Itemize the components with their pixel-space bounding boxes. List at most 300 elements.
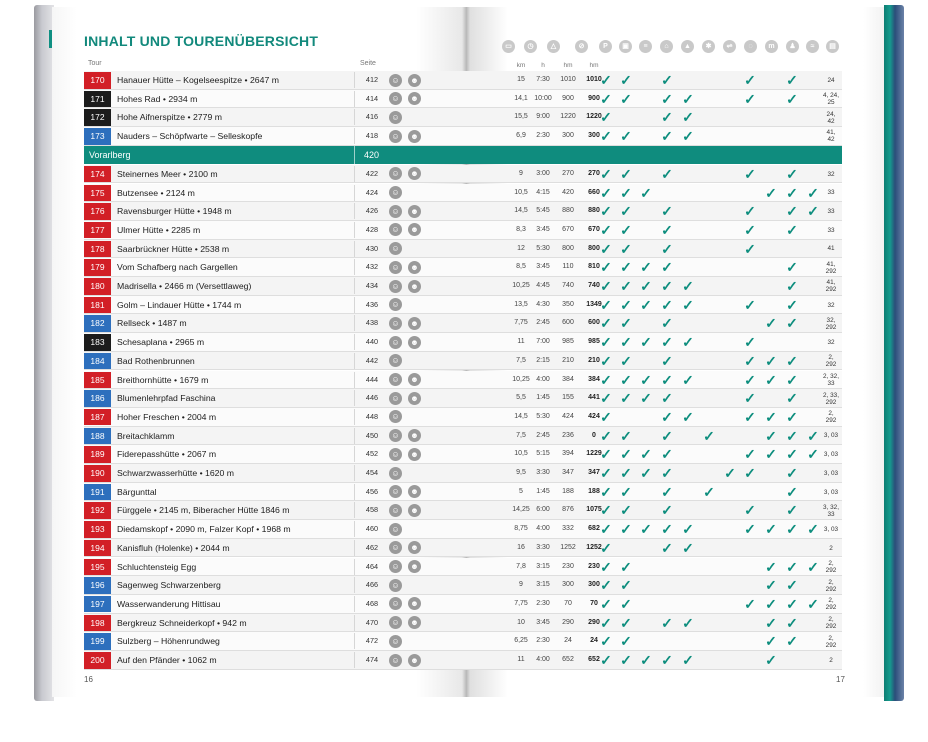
value-hm2: 1075 — [586, 506, 602, 514]
difficulty-icon: ☺ — [389, 448, 402, 461]
value-km: 9 — [519, 169, 523, 177]
value-km: 14,25 — [512, 506, 530, 514]
row-body — [84, 632, 842, 651]
checkmark-icon: ✓ — [640, 390, 652, 407]
checkmark-icon: ✓ — [786, 221, 798, 238]
value-hm1: 332 — [562, 525, 574, 533]
page-reference: 434 — [365, 281, 379, 290]
checkmark-icon: ✓ — [640, 259, 652, 276]
value-h: 1:45 — [536, 394, 550, 402]
page-reference: 416 — [365, 112, 379, 122]
tour-name: Fiderepasshütte • 2067 m — [117, 449, 217, 460]
checkmark-icon: ✓ — [620, 371, 632, 388]
value-km: 7,75 — [514, 599, 528, 607]
value-hm2: 441 — [588, 394, 600, 402]
family-icon: ☻ — [408, 560, 421, 573]
checkmark-icon: ✓ — [620, 90, 632, 107]
map-reference: 41, 292 — [825, 260, 837, 275]
map-reference: 2, 33, 292 — [823, 391, 839, 406]
checkmark-icon: ✓ — [661, 502, 673, 519]
row-divider — [354, 91, 355, 107]
value-km: 8,5 — [516, 263, 526, 271]
checkmark-icon: ✓ — [744, 408, 756, 425]
value-km: 15 — [517, 76, 525, 83]
value-h: 2:30 — [536, 599, 550, 607]
checkmark-icon: ✓ — [786, 427, 798, 444]
checkmark-icon: ✓ — [765, 184, 777, 201]
unit-label: km — [516, 62, 526, 69]
checkmark-icon: ✓ — [661, 446, 673, 463]
page-reference: 418 — [365, 131, 379, 141]
value-km: 10,25 — [512, 375, 530, 383]
difficulty-icon: ☺ — [389, 467, 402, 480]
value-hm1: 420 — [562, 188, 574, 196]
checkmark-icon: ✓ — [786, 296, 798, 313]
value-h: 10:00 — [534, 94, 552, 102]
row-divider — [354, 502, 355, 518]
unit-label: hm — [589, 62, 599, 69]
region-header — [84, 146, 842, 164]
difficulty-icon: ☺ — [389, 635, 402, 648]
family-icon: ☻ — [408, 597, 421, 610]
checkmark-icon: ✓ — [620, 558, 632, 575]
checkmark-icon: ✓ — [786, 278, 798, 294]
table-row — [0, 595, 928, 614]
value-km: 12 — [517, 244, 525, 252]
table-row — [0, 651, 928, 670]
checkmark-icon: ✓ — [600, 483, 612, 500]
family-icon: ☻ — [408, 616, 421, 629]
checkmark-icon: ✓ — [600, 408, 612, 425]
row-body — [84, 483, 842, 502]
tour-name: Hoher Freschen • 2004 m — [117, 411, 217, 422]
difficulty-icon: ☺ — [389, 504, 402, 517]
checkmark-icon: ✓ — [744, 446, 756, 463]
value-hm1: 236 — [562, 431, 574, 439]
checkmark-icon: ✓ — [600, 90, 612, 107]
tour-name: Sagenweg Schwarzenberg — [117, 580, 221, 591]
table-row — [0, 90, 928, 109]
map-reference: 41, 42 — [826, 129, 836, 144]
checkmark-icon: ✓ — [661, 296, 673, 313]
checkmark-icon: ✓ — [786, 390, 798, 407]
tour-name: Vom Schafberg nach Gargellen — [117, 262, 238, 273]
checkmark-icon: ✓ — [786, 90, 798, 107]
tour-name: Bergkreuz Schneiderkopf • 942 m — [117, 617, 247, 628]
checkmark-icon: ✓ — [807, 427, 819, 444]
value-hm1: 384 — [562, 375, 574, 383]
value-h: 2:30 — [536, 132, 550, 140]
checkmark-icon: ✓ — [744, 352, 756, 369]
checkmark-icon: ✓ — [620, 614, 632, 631]
page-reference: 452 — [365, 449, 379, 459]
checkmark-icon: ✓ — [765, 652, 777, 668]
value-h: 6:00 — [536, 506, 550, 514]
checkmark-icon: ✓ — [765, 315, 777, 332]
cablecar-icon: ⇌ — [723, 40, 736, 53]
checkmark-icon: ✓ — [724, 465, 736, 481]
page-reference: 436 — [365, 299, 379, 309]
value-hm1: 985 — [562, 338, 574, 346]
family-icon: ☻ — [408, 541, 421, 554]
difficulty-icon: ☺ — [389, 560, 402, 573]
tour-name: Auf den Pfänder • 1062 m — [117, 655, 217, 665]
train-icon: ▣ — [619, 40, 632, 53]
page-reference: 444 — [365, 374, 379, 384]
value-hm2: 24 — [590, 637, 598, 645]
region-label: Vorarlberg — [89, 149, 131, 160]
value-h: 3:15 — [536, 581, 550, 589]
checkmark-icon: ✓ — [807, 446, 819, 463]
difficulty-icon: ☺ — [389, 280, 402, 293]
map-reference: 2, 292 — [825, 354, 837, 369]
row-body — [84, 165, 842, 184]
checkmark-icon: ✓ — [600, 296, 612, 313]
difficulty-icon: ☺ — [389, 261, 402, 274]
checkmark-icon: ✓ — [765, 371, 777, 388]
difficulty-icon: ☺ — [389, 541, 402, 554]
hut-icon: ⌂ — [660, 40, 673, 53]
checkmark-icon: ✓ — [620, 652, 632, 668]
tour-number: 178 — [84, 241, 111, 258]
row-body — [84, 314, 842, 333]
table-row — [0, 352, 928, 371]
row-body — [84, 333, 842, 352]
value-hm1: 880 — [562, 207, 574, 215]
row-divider — [354, 334, 355, 350]
table-row — [0, 389, 928, 408]
checkmark-icon: ✓ — [600, 502, 612, 519]
table-row — [0, 258, 928, 277]
checkmark-icon: ✓ — [640, 334, 652, 351]
unit-label: h — [541, 62, 545, 69]
checkmark-icon: ✓ — [600, 577, 612, 594]
tour-number: 184 — [84, 353, 111, 370]
map-reference: 2, 292 — [825, 597, 837, 612]
table-row — [0, 333, 928, 352]
value-hm1: 1010 — [560, 76, 576, 83]
checkmark-icon: ✓ — [661, 72, 673, 88]
book-icon: ▤ — [826, 40, 839, 53]
checkmark-icon: ✓ — [786, 184, 798, 201]
checkmark-icon: ✓ — [620, 240, 632, 257]
tour-number: 179 — [84, 259, 111, 276]
checkmark-icon: ✓ — [661, 427, 673, 444]
checkmark-icon: ✓ — [744, 72, 756, 88]
region-page: 420 — [364, 149, 380, 160]
table-row — [0, 408, 928, 427]
page-reference: 450 — [365, 430, 379, 440]
checkmark-icon: ✓ — [600, 558, 612, 575]
checkmark-icon: ✓ — [703, 427, 715, 444]
car-icon: ◌ — [744, 40, 757, 53]
value-hm2: 290 — [588, 618, 600, 626]
difficulty-icon: ☺ — [389, 242, 402, 255]
table-row — [0, 202, 928, 221]
checkmark-icon: ✓ — [620, 259, 632, 276]
checkmark-icon: ✓ — [661, 90, 673, 107]
value-hm1: 876 — [562, 506, 574, 514]
value-km: 11 — [517, 338, 525, 346]
family-icon: ☻ — [408, 261, 421, 274]
table-row — [0, 483, 928, 502]
tour-name: Steinernes Meer • 2100 m — [117, 168, 218, 179]
checkmark-icon: ✓ — [765, 633, 777, 650]
value-hm2: 0 — [592, 431, 596, 439]
tour-number: 186 — [84, 390, 111, 407]
value-hm1: 670 — [562, 225, 574, 233]
value-h: 3:30 — [536, 469, 550, 476]
value-hm2: 1349 — [586, 300, 602, 308]
table-row — [0, 165, 928, 184]
family-icon: ☻ — [408, 504, 421, 517]
value-km: 15,5 — [514, 113, 528, 121]
checkmark-icon: ✓ — [620, 465, 632, 481]
restaurant-icon: ≡ — [639, 40, 652, 53]
tour-number: 193 — [84, 521, 111, 538]
value-hm1: 110 — [562, 263, 574, 271]
checkmark-icon: ✓ — [620, 296, 632, 313]
tour-name: Fürggele • 2145 m, Biberacher Hütte 1846 m — [117, 505, 290, 516]
checkmark-icon: ✓ — [661, 109, 673, 126]
checkmark-icon: ✓ — [682, 278, 694, 294]
checkmark-icon: ✓ — [600, 633, 612, 650]
value-hm2: 600 — [588, 319, 600, 327]
checkmark-icon: ✓ — [620, 390, 632, 407]
row-background — [84, 483, 842, 502]
family-icon: ☻ — [408, 392, 421, 405]
difficulty-icon: ☺ — [389, 186, 402, 199]
difficulty-icon: ☺ — [389, 298, 402, 311]
checkmark-icon: ✓ — [600, 427, 612, 444]
tour-name: Sulzberg – Höhenrundweg — [117, 636, 220, 647]
row-divider — [354, 577, 355, 593]
page-number-left: 16 — [84, 675, 93, 684]
tour-number: 185 — [84, 372, 111, 389]
checkmark-icon: ✓ — [786, 633, 798, 650]
parking-icon: P — [599, 40, 612, 53]
value-km: 10 — [517, 618, 525, 626]
checkmark-icon: ✓ — [600, 315, 612, 332]
page-reference: 454 — [365, 468, 379, 477]
checkmark-icon: ✓ — [744, 502, 756, 519]
checkmark-icon: ✓ — [600, 595, 612, 612]
difficulty-icon: ☺ — [389, 223, 402, 236]
map-reference: 2, 292 — [825, 559, 837, 574]
row-divider — [354, 559, 355, 575]
tour-name: Ulmer Hütte • 2285 m — [117, 224, 201, 235]
checkmark-icon: ✓ — [600, 221, 612, 238]
map-reference: 41, 292 — [825, 279, 837, 294]
checkmark-icon: ✓ — [744, 390, 756, 407]
checkmark-icon: ✓ — [744, 334, 756, 351]
value-h: 2:45 — [536, 319, 550, 327]
map-reference: 3, 03 — [823, 488, 839, 496]
value-h: 2:30 — [536, 637, 550, 645]
checkmark-icon: ✓ — [620, 278, 632, 294]
value-km: 10,25 — [512, 282, 530, 289]
value-hm2: 347 — [588, 469, 600, 476]
row-body — [84, 408, 842, 427]
checkmark-icon: ✓ — [661, 371, 673, 388]
value-hm2: 682 — [588, 525, 600, 533]
checkmark-icon: ✓ — [807, 595, 819, 612]
checkmark-icon: ✓ — [640, 652, 652, 668]
value-km: 16 — [517, 543, 525, 551]
value-hm1: 300 — [562, 581, 574, 589]
page-reference: 460 — [365, 524, 379, 534]
row-divider — [354, 596, 355, 612]
row-body — [84, 520, 842, 539]
checkmark-icon: ✓ — [682, 539, 694, 556]
map-reference: 2, 292 — [825, 410, 837, 425]
tour-name: Schwarzwasserhütte • 1620 m — [117, 468, 234, 478]
value-h: 2:45 — [536, 431, 550, 439]
value-hm2: 270 — [588, 169, 600, 177]
table-row — [0, 445, 928, 464]
difficulty-icon: ☺ — [389, 336, 402, 349]
map-reference: 32 — [827, 338, 835, 346]
checkmark-icon: ✓ — [807, 203, 819, 220]
checkmark-icon: ✓ — [661, 315, 673, 332]
page-reference: 414 — [365, 93, 379, 103]
mountain-icon: △ — [547, 40, 560, 53]
page-reference: 442 — [365, 355, 379, 365]
row-divider — [354, 446, 355, 462]
row-divider — [354, 372, 355, 388]
row-body — [84, 389, 842, 408]
row-divider — [354, 521, 355, 537]
value-h: 4:15 — [536, 188, 550, 196]
tour-number: 192 — [84, 502, 111, 519]
checkmark-icon: ✓ — [765, 408, 777, 425]
checkmark-icon: ✓ — [600, 72, 612, 88]
checkmark-icon: ✓ — [744, 90, 756, 107]
checkmark-icon: ✓ — [744, 221, 756, 238]
value-hm1: 70 — [564, 599, 572, 607]
checkmark-icon: ✓ — [600, 614, 612, 631]
checkmark-icon: ✓ — [600, 165, 612, 182]
tour-number: 173 — [84, 128, 111, 145]
row-divider — [354, 465, 355, 481]
checkmark-icon: ✓ — [661, 165, 673, 182]
checkmark-icon: ✓ — [682, 296, 694, 313]
checkmark-icon: ✓ — [661, 221, 673, 238]
row-body — [84, 277, 842, 296]
checkmark-icon: ✓ — [620, 577, 632, 594]
table-row — [0, 184, 928, 203]
family-icon: ☻ — [408, 130, 421, 143]
difficulty-icon: ☺ — [389, 130, 402, 143]
tour-number: 177 — [84, 222, 111, 239]
table-row — [0, 520, 928, 539]
table-row — [0, 71, 928, 90]
tour-number: 199 — [84, 633, 111, 650]
checkmark-icon: ✓ — [786, 483, 798, 500]
row-body — [84, 614, 842, 633]
map-reference: 33 — [827, 189, 835, 197]
family-icon: ☻ — [408, 317, 421, 330]
checkmark-icon: ✓ — [682, 614, 694, 631]
checkmark-icon: ✓ — [682, 90, 694, 107]
tour-number: 195 — [84, 559, 111, 576]
checkmark-icon: ✓ — [765, 521, 777, 538]
value-hm2: 1229 — [586, 450, 602, 458]
value-hm1: 24 — [564, 637, 572, 645]
value-hm1: 600 — [562, 319, 574, 327]
table-row — [0, 427, 928, 446]
value-hm1: 424 — [562, 412, 574, 420]
checkmark-icon: ✓ — [620, 483, 632, 500]
checkmark-icon: ✓ — [661, 259, 673, 276]
checkmark-icon: ✓ — [765, 352, 777, 369]
row-body — [84, 558, 842, 577]
checkmark-icon: ✓ — [661, 278, 673, 294]
row-divider — [354, 390, 355, 406]
row-divider — [354, 128, 355, 144]
tour-name: Ravensburger Hütte • 1948 m — [117, 206, 232, 217]
row-divider — [354, 222, 355, 238]
tour-number: 171 — [84, 91, 111, 108]
checkmark-icon: ✓ — [744, 240, 756, 257]
value-km: 14,5 — [514, 412, 528, 420]
checkmark-icon: ✓ — [661, 334, 673, 351]
tour-name: Hohes Rad • 2934 m — [117, 93, 198, 104]
checkmark-icon: ✓ — [786, 614, 798, 631]
tour-name: Butzensee • 2124 m — [117, 187, 195, 198]
value-h: 5:30 — [536, 412, 550, 420]
value-km: 7,5 — [516, 356, 526, 364]
checkmark-icon: ✓ — [620, 595, 632, 612]
map-reference: 33 — [827, 208, 835, 216]
difficulty-icon: ☺ — [389, 205, 402, 218]
difficulty-icon: ☺ — [389, 92, 402, 105]
value-hm1: 230 — [562, 562, 574, 570]
snow-icon: ✱ — [702, 40, 715, 53]
row-body — [84, 108, 842, 127]
difficulty-icon: ☺ — [389, 579, 402, 592]
checkmark-icon: ✓ — [765, 595, 777, 612]
tour-name: Golm – Lindauer Hütte • 1744 m — [117, 299, 242, 310]
value-km: 8,3 — [516, 225, 526, 233]
checkmark-icon: ✓ — [661, 614, 673, 631]
checkmark-icon: ✓ — [640, 278, 652, 294]
value-hm1: 300 — [562, 132, 574, 140]
value-h: 7:00 — [536, 338, 550, 346]
page-reference: 432 — [365, 262, 379, 272]
map-reference: 2 — [829, 656, 833, 664]
family-icon: ☻ — [408, 448, 421, 461]
page-reference: 464 — [365, 561, 379, 571]
checkmark-icon: ✓ — [640, 446, 652, 463]
checkmark-icon: ✓ — [600, 240, 612, 257]
checkmark-icon: ✓ — [744, 371, 756, 388]
table-row — [0, 539, 928, 558]
checkmark-icon: ✓ — [786, 165, 798, 182]
page-reference: 474 — [365, 655, 379, 664]
map-reference: 3, 03 — [823, 451, 839, 459]
value-hm1: 290 — [562, 618, 574, 626]
row-background — [84, 90, 842, 109]
value-km: 10,5 — [514, 188, 528, 196]
checkmark-icon: ✓ — [744, 203, 756, 220]
checkmark-icon: ✓ — [640, 521, 652, 538]
checkmark-icon: ✓ — [786, 352, 798, 369]
checkmark-icon: ✓ — [620, 334, 632, 351]
checkmark-icon: ✓ — [765, 614, 777, 631]
value-hm2: 985 — [588, 338, 600, 346]
row-divider — [354, 109, 355, 125]
